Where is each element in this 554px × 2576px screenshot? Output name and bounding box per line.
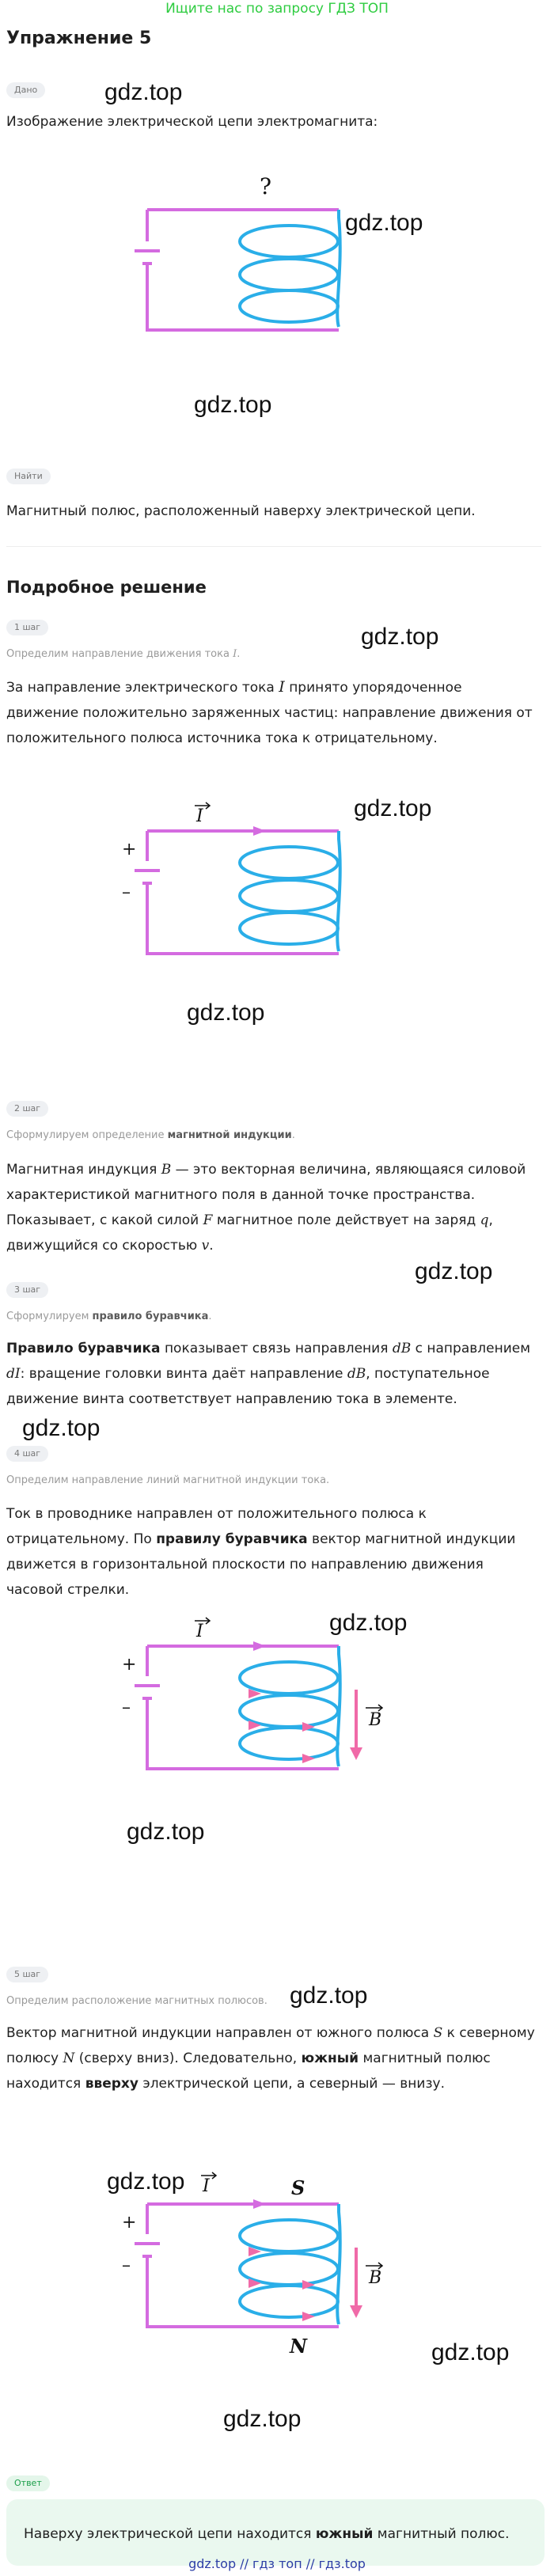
svg-text:B: B <box>369 1710 382 1730</box>
south-pole-label: S <box>291 2176 305 2199</box>
top-banner-link[interactable]: Ищите нас по запросу ГДЗ ТОП <box>165 1 389 17</box>
north-pole-label: N <box>290 2335 307 2358</box>
question-mark: ? <box>260 173 272 199</box>
step-4-tag: 4 шаг <box>6 1446 48 1462</box>
watermark: gdz.top <box>329 1610 408 1636</box>
step-1-subtitle: Определим направление движения тока I. <box>6 648 241 660</box>
step-2-tag: 2 шаг <box>6 1101 48 1117</box>
answer-tag: Ответ <box>6 2475 50 2491</box>
svg-text:–: – <box>122 2255 131 2275</box>
circuit-diagram-given <box>119 170 388 360</box>
watermark: gdz.top <box>290 1982 368 2009</box>
watermark: gdz.top <box>194 392 272 418</box>
solution-title: Подробное решение <box>6 578 207 597</box>
find-tag: Найти <box>6 469 51 484</box>
svg-text:I: I <box>203 2176 210 2196</box>
circuit-diagram-induction <box>119 1614 388 1796</box>
footer-links[interactable]: gdz.top // гдз топ // гдз.top <box>188 2556 366 2571</box>
svg-text:–: – <box>122 1698 131 1717</box>
given-text: Изображение электрической цепи электромагнита: <box>6 114 378 130</box>
watermark: gdz.top <box>223 2406 302 2432</box>
watermark: gdz.top <box>345 210 423 236</box>
watermark: gdz.top <box>431 2339 510 2365</box>
svg-text:–: – <box>122 882 131 902</box>
step-2-text: Магнитная индукция B — это векторная величина, являющаяся силовой характеристикой магнитного поля в данной точке пространства. Показывает, с какой силой F магнитное поле действует на заряд q, движущийся со скоростью v. <box>6 1162 526 1254</box>
step-4-text: Ток в проводнике направлен от положительного полюса к отрицательному. По правилу буравчика вектор магнитной индукции движется в горизонтальной плоскости по направлению движения часовой стрелки. <box>6 1506 516 1598</box>
step-1-tag: 1 шаг <box>6 620 48 635</box>
watermark: gdz.top <box>187 1000 265 1026</box>
svg-text:I: I <box>196 806 203 826</box>
watermark: gdz.top <box>415 1258 493 1284</box>
step-2-subtitle: Сформулируем определение магнитной индукции. <box>6 1129 295 1141</box>
svg-text:+: + <box>122 2213 137 2233</box>
circuit-diagram-current <box>119 799 388 981</box>
watermark: gdz.top <box>361 624 439 650</box>
given-tag: Дано <box>6 82 45 98</box>
find-text: Магнитный полюс, расположенный наверху электрической цепи. <box>6 503 476 519</box>
watermark: gdz.top <box>127 1819 205 1845</box>
svg-text:+: + <box>122 840 137 859</box>
section-divider <box>6 546 541 547</box>
step-3-text: Правило буравчика показывает связь направления dB с направлением dI: вращение головки винта даёт направление dB, поступательное движение винта соответствует направлению тока в элементе. <box>6 1341 531 1407</box>
watermark: gdz.top <box>354 795 432 821</box>
step-5-text: Вектор магнитной индукции направлен от южного полюса S к северному полюсу N (сверху вниз). Следовательно, южный магнитный полюс находится вверху электрической цепи, а северный — внизу. <box>6 2025 535 2092</box>
step-5-subtitle: Определим расположение магнитных полюсов. <box>6 1995 268 2007</box>
watermark: gdz.top <box>104 79 183 105</box>
step-4-subtitle: Определим направление линий магнитной индукции тока. <box>6 1474 330 1486</box>
watermark: gdz.top <box>107 2168 185 2195</box>
step-5-tag: 5 шаг <box>6 1967 48 1982</box>
step-3-subtitle: Сформулируем правило буравчика. <box>6 1311 212 1322</box>
svg-text:I: I <box>196 1622 203 1641</box>
step-3-tag: 3 шаг <box>6 1282 48 1298</box>
step-1-text: За направление электрического тока I принято упорядоченное движение положительно заряженных частиц: направление движения от положительного полюса источника тока к отрицательному. <box>6 678 533 746</box>
svg-text:B: B <box>369 2268 382 2288</box>
watermark: gdz.top <box>22 1415 101 1441</box>
svg-text:+: + <box>122 1655 137 1675</box>
page-title: Упражнение 5 <box>6 28 152 48</box>
answer-text: Наверху электрической цепи находится южный магнитный полюс. <box>24 2526 510 2542</box>
